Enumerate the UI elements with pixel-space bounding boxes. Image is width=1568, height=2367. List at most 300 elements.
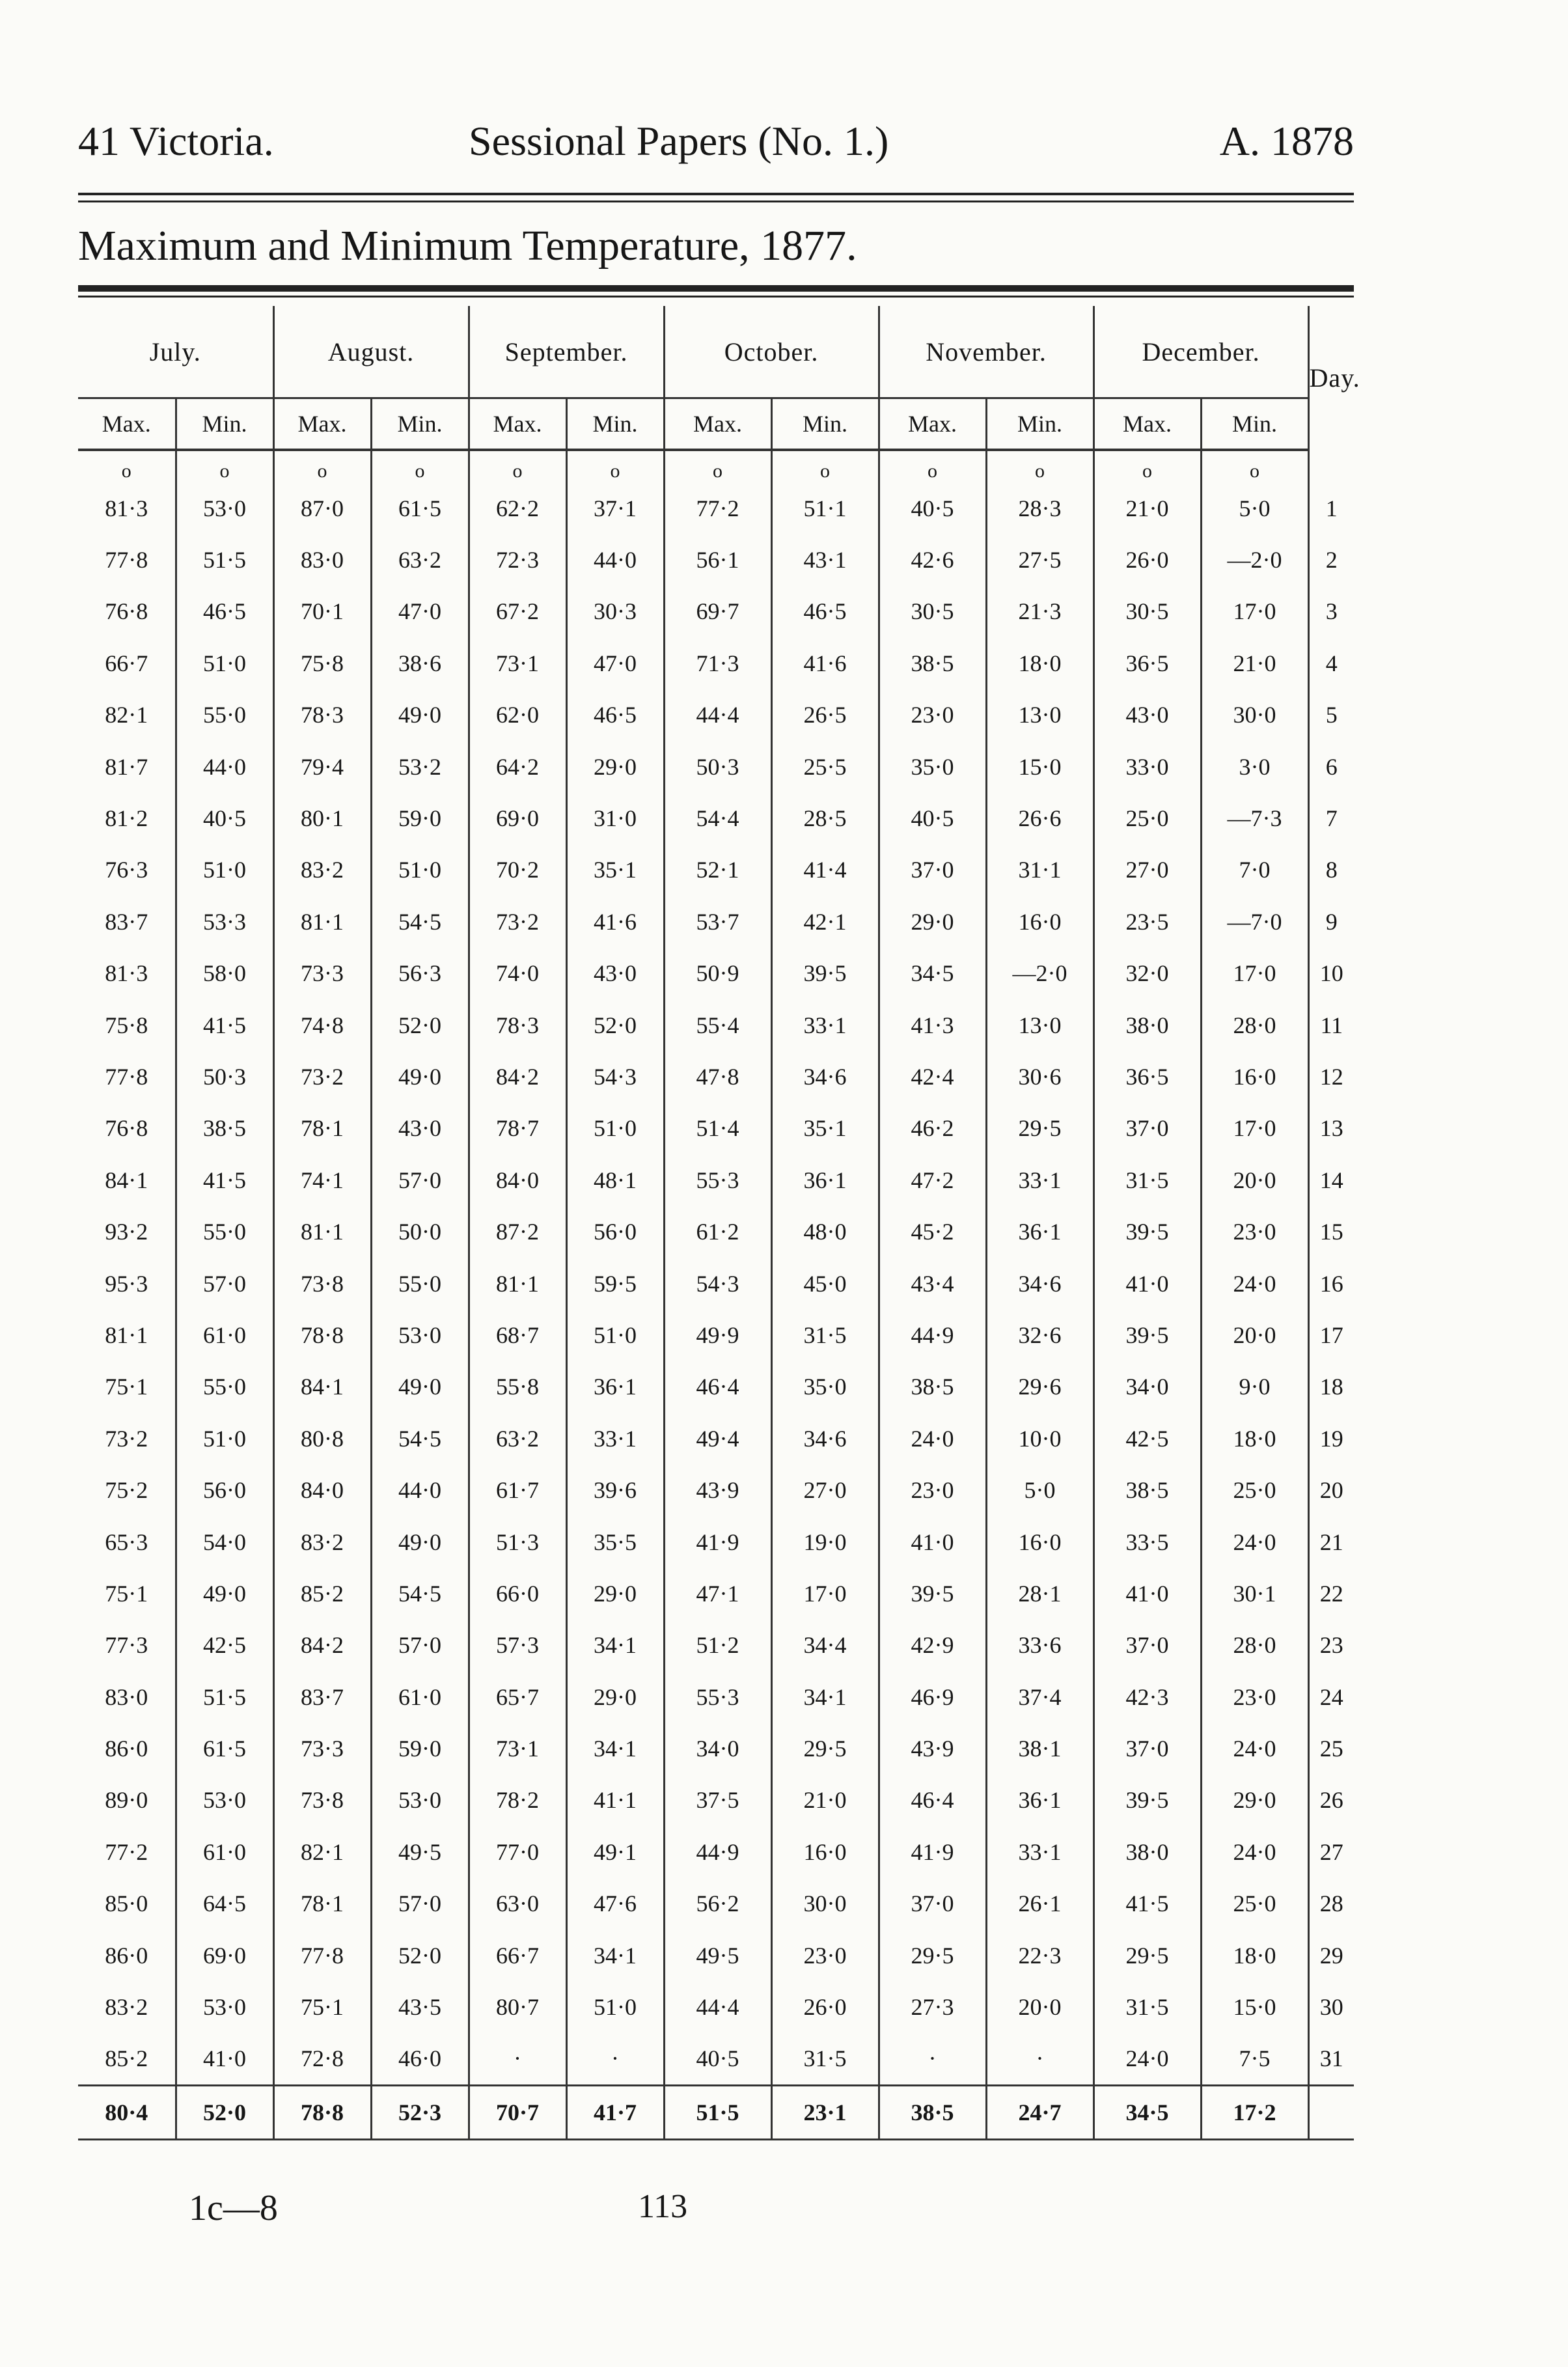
table-cell: 7·0	[1201, 844, 1308, 896]
table-cell: 37·5	[664, 1775, 771, 1826]
table-cell: 62·0	[469, 689, 566, 741]
table-cell: 49·5	[664, 1930, 771, 1981]
degree-symbol: o	[879, 450, 986, 482]
table-cell: 42·4	[879, 1051, 986, 1102]
degree-symbol: o	[176, 450, 273, 482]
table-cell: 55·3	[664, 1154, 771, 1206]
table-cell: 39·5	[771, 948, 879, 999]
table-cell: 39·5	[879, 1568, 986, 1619]
table-row	[78, 689, 1354, 741]
table-cell: 61·0	[176, 1826, 273, 1877]
header-center: Sessional Papers (No. 1.)	[469, 118, 889, 164]
month-december: December.	[1093, 306, 1308, 398]
table-cell: 47·6	[566, 1878, 664, 1930]
degree-blank	[1308, 450, 1354, 482]
table-cell: 42·5	[176, 1620, 273, 1671]
max-header: Max.	[273, 398, 371, 450]
day-number: 4	[1308, 637, 1354, 689]
table-cell: 5·0	[986, 1464, 1093, 1516]
mean-cell: 51·5	[664, 2086, 771, 2140]
month-october: October.	[664, 306, 879, 398]
table-cell: 51·0	[176, 637, 273, 689]
table-row	[78, 741, 1354, 792]
table-cell: —7·3	[1201, 792, 1308, 844]
table-row	[78, 896, 1354, 947]
mean-cell: 38·5	[879, 2086, 986, 2140]
table-cell: 17·0	[1201, 586, 1308, 637]
table-cell: 27·0	[771, 1464, 879, 1516]
table-cell: 74·1	[273, 1154, 371, 1206]
table-row	[78, 534, 1354, 585]
table-cell: 53·0	[176, 482, 273, 534]
table-cell: 83·7	[105, 908, 148, 935]
table-cell: 84·0	[469, 1154, 566, 1206]
table-cell: 41·3	[879, 999, 986, 1051]
table-cell: 63·2	[469, 1413, 566, 1464]
mean-cell: 24·7	[986, 2086, 1093, 2140]
table-cell: 80·1	[273, 792, 371, 844]
table-cell: 55·0	[176, 1361, 273, 1413]
table-cell: 27·5	[986, 534, 1093, 585]
table-cell: 83·2	[105, 1994, 148, 2021]
day-number: 18	[1308, 1361, 1354, 1413]
day-number: 14	[1308, 1154, 1354, 1206]
table-cell: 44·4	[664, 1981, 771, 2032]
mean-cell: 23·1	[771, 2086, 879, 2140]
degree-row	[78, 450, 1354, 482]
maxmin-header-row	[78, 398, 1354, 450]
table-cell: 51·1	[771, 482, 879, 534]
table-cell: 74·8	[273, 999, 371, 1051]
table-cell: 49·4	[664, 1413, 771, 1464]
table-row	[78, 1103, 1354, 1154]
table-cell: 38·5	[879, 637, 986, 689]
table-cell: 29·5	[1093, 1930, 1201, 1981]
day-number: 23	[1308, 1620, 1354, 1671]
table-cell: 29·6	[986, 1361, 1093, 1413]
degree-symbol: o	[986, 450, 1093, 482]
table-cell: 54·5	[371, 1413, 469, 1464]
table-cell: 37·1	[566, 482, 664, 534]
table-cell: 39·6	[566, 1464, 664, 1516]
table-cell: 55·0	[176, 689, 273, 741]
table-cell: 25·0	[1201, 1464, 1308, 1516]
day-number: 9	[1308, 896, 1354, 947]
table-cell: 41·0	[176, 2033, 273, 2086]
table-cell: 47·0	[566, 637, 664, 689]
table-cell: 77·8	[105, 547, 148, 574]
table-cell: 77·2	[664, 482, 771, 534]
month-header-row	[78, 306, 1354, 398]
table-cell: 44·0	[176, 741, 273, 792]
table-cell: 33·6	[986, 1620, 1093, 1671]
table-cell: 78·1	[273, 1878, 371, 1930]
table-cell: 79·4	[273, 741, 371, 792]
month-november: November.	[879, 306, 1093, 398]
table-cell: 37·4	[986, 1671, 1093, 1723]
table-cell: 81·3	[105, 495, 148, 521]
table-cell: 78·1	[273, 1103, 371, 1154]
table-cell: 51·0	[176, 1413, 273, 1464]
table-cell: 44·0	[371, 1464, 469, 1516]
table-cell: 46·4	[879, 1775, 986, 1826]
table-cell: 36·1	[566, 1361, 664, 1413]
table-cell: 46·0	[371, 2033, 469, 2086]
table-cell: 80·8	[273, 1413, 371, 1464]
min-header: Min.	[1201, 398, 1308, 450]
table-cell: 18·0	[1201, 1930, 1308, 1981]
table-cell: 68·7	[469, 1309, 566, 1361]
table-cell: 39·5	[1093, 1775, 1201, 1826]
table-cell: 81·3	[105, 960, 148, 987]
table-cell: 30·5	[879, 586, 986, 637]
table-cell: 50·9	[664, 948, 771, 999]
table-cell: 57·0	[371, 1620, 469, 1671]
table-cell: 46·5	[176, 586, 273, 637]
day-number: 19	[1308, 1413, 1354, 1464]
table-cell: 56·3	[371, 948, 469, 999]
degree-symbol: o	[1093, 450, 1201, 482]
table-cell: 47·1	[664, 1568, 771, 1619]
table-cell: 61·5	[371, 482, 469, 534]
table-cell: 48·0	[771, 1206, 879, 1257]
table-cell: ·	[986, 2033, 1093, 2086]
max-header: Max.	[1093, 398, 1201, 450]
table-cell: 18·0	[986, 637, 1093, 689]
table-cell: 81·2	[105, 805, 148, 832]
table-cell: 29·5	[879, 1930, 986, 1981]
table-cell: 51·5	[176, 1671, 273, 1723]
table-row	[78, 1981, 1354, 2032]
table-cell: 44·9	[664, 1826, 771, 1877]
month-september: September.	[469, 306, 664, 398]
table-cell: 41·0	[1093, 1258, 1201, 1309]
table-cell: 45·0	[771, 1258, 879, 1309]
table-cell: 83·2	[273, 1516, 371, 1568]
table-cell: 61·0	[176, 1309, 273, 1361]
table-cell: 34·1	[566, 1930, 664, 1981]
page-title: Maximum and Minimum Temperature, 1877.	[78, 222, 857, 270]
table-cell: 15·0	[1201, 1981, 1308, 2032]
table-cell: 72·8	[273, 2033, 371, 2086]
table-cell: 43·0	[371, 1103, 469, 1154]
table-cell: 47·8	[664, 1051, 771, 1102]
table-cell: 36·1	[771, 1154, 879, 1206]
table-cell: 29·5	[771, 1723, 879, 1774]
mean-cell: 34·5	[1093, 2086, 1201, 2140]
table-cell: 51·3	[469, 1516, 566, 1568]
table-cell: 75·1	[273, 1981, 371, 2032]
table-cell: 34·0	[1093, 1361, 1201, 1413]
table-cell: 46·5	[771, 586, 879, 637]
table-cell: 25·5	[771, 741, 879, 792]
table-cell: 49·1	[566, 1826, 664, 1877]
mean-cell: 78·8	[273, 2086, 371, 2140]
table-cell: 55·0	[176, 1206, 273, 1257]
table-cell: 87·0	[273, 482, 371, 534]
day-number: 21	[1308, 1516, 1354, 1568]
table-cell: 77·8	[105, 1063, 148, 1090]
table-cell: 53·0	[176, 1775, 273, 1826]
table-cell: 18·0	[1201, 1413, 1308, 1464]
table-cell: 73·3	[273, 1723, 371, 1774]
table-cell: 38·5	[1093, 1464, 1201, 1516]
table-cell: 85·0	[105, 1890, 148, 1917]
table-cell: 77·3	[105, 1632, 148, 1659]
table-cell: 26·0	[771, 1981, 879, 2032]
table-cell: 40·5	[664, 2033, 771, 2086]
table-cell: 41·0	[879, 1516, 986, 1568]
table-cell: 57·0	[371, 1878, 469, 1930]
table-cell: 37·0	[1093, 1620, 1201, 1671]
table-cell: 55·8	[469, 1361, 566, 1413]
table-cell: 41·0	[1093, 1568, 1201, 1619]
table-cell: 21·0	[771, 1775, 879, 1826]
table-cell: 43·0	[1093, 689, 1201, 741]
table-cell: 27·3	[879, 1981, 986, 2032]
table-cell: 41·6	[771, 637, 879, 689]
table-cell: 30·1	[1201, 1568, 1308, 1619]
table-cell: 28·5	[771, 792, 879, 844]
day-number: 13	[1308, 1103, 1354, 1154]
month-july: July.	[78, 306, 273, 398]
table-cell: 31·1	[986, 844, 1093, 896]
table-cell: 33·5	[1093, 1516, 1201, 1568]
table-cell: 46·4	[664, 1361, 771, 1413]
table-cell: 73·3	[273, 948, 371, 999]
max-header: Max.	[78, 398, 176, 450]
table-cell: 49·5	[371, 1826, 469, 1877]
table-cell: 38·6	[371, 637, 469, 689]
table-cell: 84·2	[469, 1051, 566, 1102]
table-cell: 84·1	[105, 1167, 148, 1193]
degree-symbol: o	[566, 450, 664, 482]
degree-symbol: o	[664, 450, 771, 482]
table-cell: 85·2	[273, 1568, 371, 1619]
table-cell: 51·0	[566, 1981, 664, 2032]
table-cell: 78·2	[469, 1775, 566, 1826]
table-cell: 23·0	[1201, 1671, 1308, 1723]
day-number: 20	[1308, 1464, 1354, 1516]
table-row	[78, 1154, 1354, 1206]
table-cell: 70·2	[469, 844, 566, 896]
day-number: 29	[1308, 1930, 1354, 1981]
temperature-table	[78, 306, 1360, 2140]
degree-symbol: o	[1201, 450, 1308, 482]
min-header: Min.	[986, 398, 1093, 450]
table-cell: 31·5	[771, 1309, 879, 1361]
degree-symbol: o	[771, 450, 879, 482]
table-cell: 70·1	[273, 586, 371, 637]
table-cell: —7·0	[1201, 896, 1308, 947]
table-cell: 36·5	[1093, 1051, 1201, 1102]
table-cell: 41·4	[771, 844, 879, 896]
table-cell: 64·2	[469, 741, 566, 792]
table-cell: 77·2	[105, 1838, 148, 1865]
table-cell: 42·9	[879, 1620, 986, 1671]
table-cell: 61·2	[664, 1206, 771, 1257]
table-cell: 15·0	[986, 741, 1093, 792]
table-cell: 23·0	[879, 1464, 986, 1516]
degree-symbol: o	[371, 450, 469, 482]
table-row	[78, 1775, 1354, 1826]
table-cell: 78·7	[469, 1103, 566, 1154]
min-header: Min.	[771, 398, 879, 450]
table-cell: 66·0	[469, 1568, 566, 1619]
table-cell: 43·1	[771, 534, 879, 585]
table-cell: 20·0	[1201, 1309, 1308, 1361]
table-cell: 73·1	[469, 637, 566, 689]
table-cell: 21·0	[1201, 637, 1308, 689]
table-cell: 28·3	[986, 482, 1093, 534]
table-cell: 67·2	[469, 586, 566, 637]
table-cell: 83·0	[273, 534, 371, 585]
min-header: Min.	[371, 398, 469, 450]
min-header: Min.	[566, 398, 664, 450]
table-cell: 61·5	[176, 1723, 273, 1774]
day-number: 28	[1308, 1878, 1354, 1930]
table-cell: 29·0	[566, 1671, 664, 1723]
table-cell: 40·5	[879, 792, 986, 844]
table-cell: 31·5	[1093, 1981, 1201, 2032]
mean-cell: 52·0	[176, 2086, 273, 2140]
header-left: 41 Victoria.	[78, 118, 274, 164]
table-cell: 34·6	[986, 1258, 1093, 1309]
table-row	[78, 1620, 1354, 1671]
table-cell: 75·1	[105, 1580, 148, 1607]
table-cell: 43·4	[879, 1258, 986, 1309]
table-cell: 51·0	[371, 844, 469, 896]
table-cell: 59·5	[566, 1258, 664, 1309]
page-number: 113	[638, 2188, 688, 2225]
table-cell: 34·1	[566, 1723, 664, 1774]
table-cell: 57·0	[371, 1154, 469, 1206]
table-cell: 34·0	[664, 1723, 771, 1774]
degree-symbol: o	[273, 450, 371, 482]
table-cell: 38·1	[986, 1723, 1093, 1774]
table-cell: 56·1	[664, 534, 771, 585]
table-cell: 72·3	[469, 534, 566, 585]
table-cell: 34·5	[879, 948, 986, 999]
table-cell: 25·0	[1093, 792, 1201, 844]
table-cell: 49·0	[371, 1516, 469, 1568]
table-cell: 78·8	[273, 1309, 371, 1361]
table-cell: 24·0	[879, 1413, 986, 1464]
mean-row	[78, 2086, 1354, 2140]
table-cell: 33·0	[1093, 741, 1201, 792]
table-cell: 55·4	[664, 999, 771, 1051]
table-cell: 16·0	[986, 1516, 1093, 1568]
table-cell: 19·0	[771, 1516, 879, 1568]
table-cell: 86·0	[105, 1942, 148, 1969]
table-cell: 35·0	[879, 741, 986, 792]
table-row	[78, 999, 1354, 1051]
table-cell: 61·0	[371, 1671, 469, 1723]
table-cell: 17·0	[1201, 1103, 1308, 1154]
table-cell: ·	[566, 2033, 664, 2086]
table-cell: 30·0	[1201, 689, 1308, 741]
table-cell: ·	[469, 2033, 566, 2086]
table-cell: 41·6	[566, 896, 664, 947]
day-number: 5	[1308, 689, 1354, 741]
table-cell: 75·8	[105, 1012, 148, 1038]
mean-cell: 70·7	[469, 2086, 566, 2140]
table-cell: 25·0	[1201, 1878, 1308, 1930]
table-cell: 43·0	[566, 948, 664, 999]
day-number: 11	[1308, 999, 1354, 1051]
table-cell: 42·6	[879, 534, 986, 585]
table-cell: 13·0	[986, 689, 1093, 741]
day-number: 8	[1308, 844, 1354, 896]
table-cell: 59·0	[371, 1723, 469, 1774]
table-cell: 42·1	[771, 896, 879, 947]
table-cell: 10·0	[986, 1413, 1093, 1464]
table-cell: 63·0	[469, 1878, 566, 1930]
table-cell: 41·1	[566, 1775, 664, 1826]
day-header: Day.	[1308, 306, 1354, 450]
table-cell: 76·8	[105, 1115, 148, 1142]
degree-symbol: o	[469, 450, 566, 482]
table-cell: 24·0	[1201, 1258, 1308, 1309]
table-cell: 77·0	[469, 1826, 566, 1877]
mean-cell: 52·3	[371, 2086, 469, 2140]
table-cell: 29·5	[986, 1103, 1093, 1154]
table-cell: 49·0	[176, 1568, 273, 1619]
table-cell: 54·5	[371, 1568, 469, 1619]
table-row	[78, 1051, 1354, 1102]
table-cell: 53·3	[176, 896, 273, 947]
table-cell: 53·0	[371, 1309, 469, 1361]
table-cell: 50·0	[371, 1206, 469, 1257]
page-header	[78, 117, 1354, 182]
table-cell: 49·0	[371, 1051, 469, 1102]
day-number: 15	[1308, 1206, 1354, 1257]
table-cell: 33·1	[771, 999, 879, 1051]
table-cell: 32·6	[986, 1309, 1093, 1361]
table-cell: 53·0	[371, 1775, 469, 1826]
table-cell: 52·0	[371, 999, 469, 1051]
table-cell: 24·0	[1201, 1723, 1308, 1774]
table-cell: 21·3	[986, 586, 1093, 637]
table-cell: 37·0	[1093, 1103, 1201, 1154]
table-cell: 49·0	[371, 1361, 469, 1413]
table-cell: 26·1	[986, 1878, 1093, 1930]
degree-symbol: o	[121, 460, 131, 482]
table-cell: 38·0	[1093, 999, 1201, 1051]
table-cell: 40·5	[176, 792, 273, 844]
table-cell: 55·0	[371, 1258, 469, 1309]
table-cell: 43·5	[371, 1981, 469, 2032]
table-cell: 41·5	[1093, 1878, 1201, 1930]
table-cell: 23·5	[1093, 896, 1201, 947]
table-cell: 73·2	[105, 1425, 148, 1452]
table-cell: 31·5	[1093, 1154, 1201, 1206]
table-cell: 69·7	[664, 586, 771, 637]
header-rule-top	[78, 193, 1354, 195]
day-number: 1	[1308, 482, 1354, 534]
table-cell: 42·3	[1093, 1671, 1201, 1723]
table-cell: 37·0	[879, 844, 986, 896]
table-cell: 26·0	[1093, 534, 1201, 585]
table-cell: 73·8	[273, 1775, 371, 1826]
table-cell: 82·1	[273, 1826, 371, 1877]
table-cell: 78·3	[273, 689, 371, 741]
table-cell: 50·3	[664, 741, 771, 792]
table-cell: 30·3	[566, 586, 664, 637]
table-cell: 61·7	[469, 1464, 566, 1516]
mean-cell: 17·2	[1201, 2086, 1308, 2140]
table-cell: 52·1	[664, 844, 771, 896]
